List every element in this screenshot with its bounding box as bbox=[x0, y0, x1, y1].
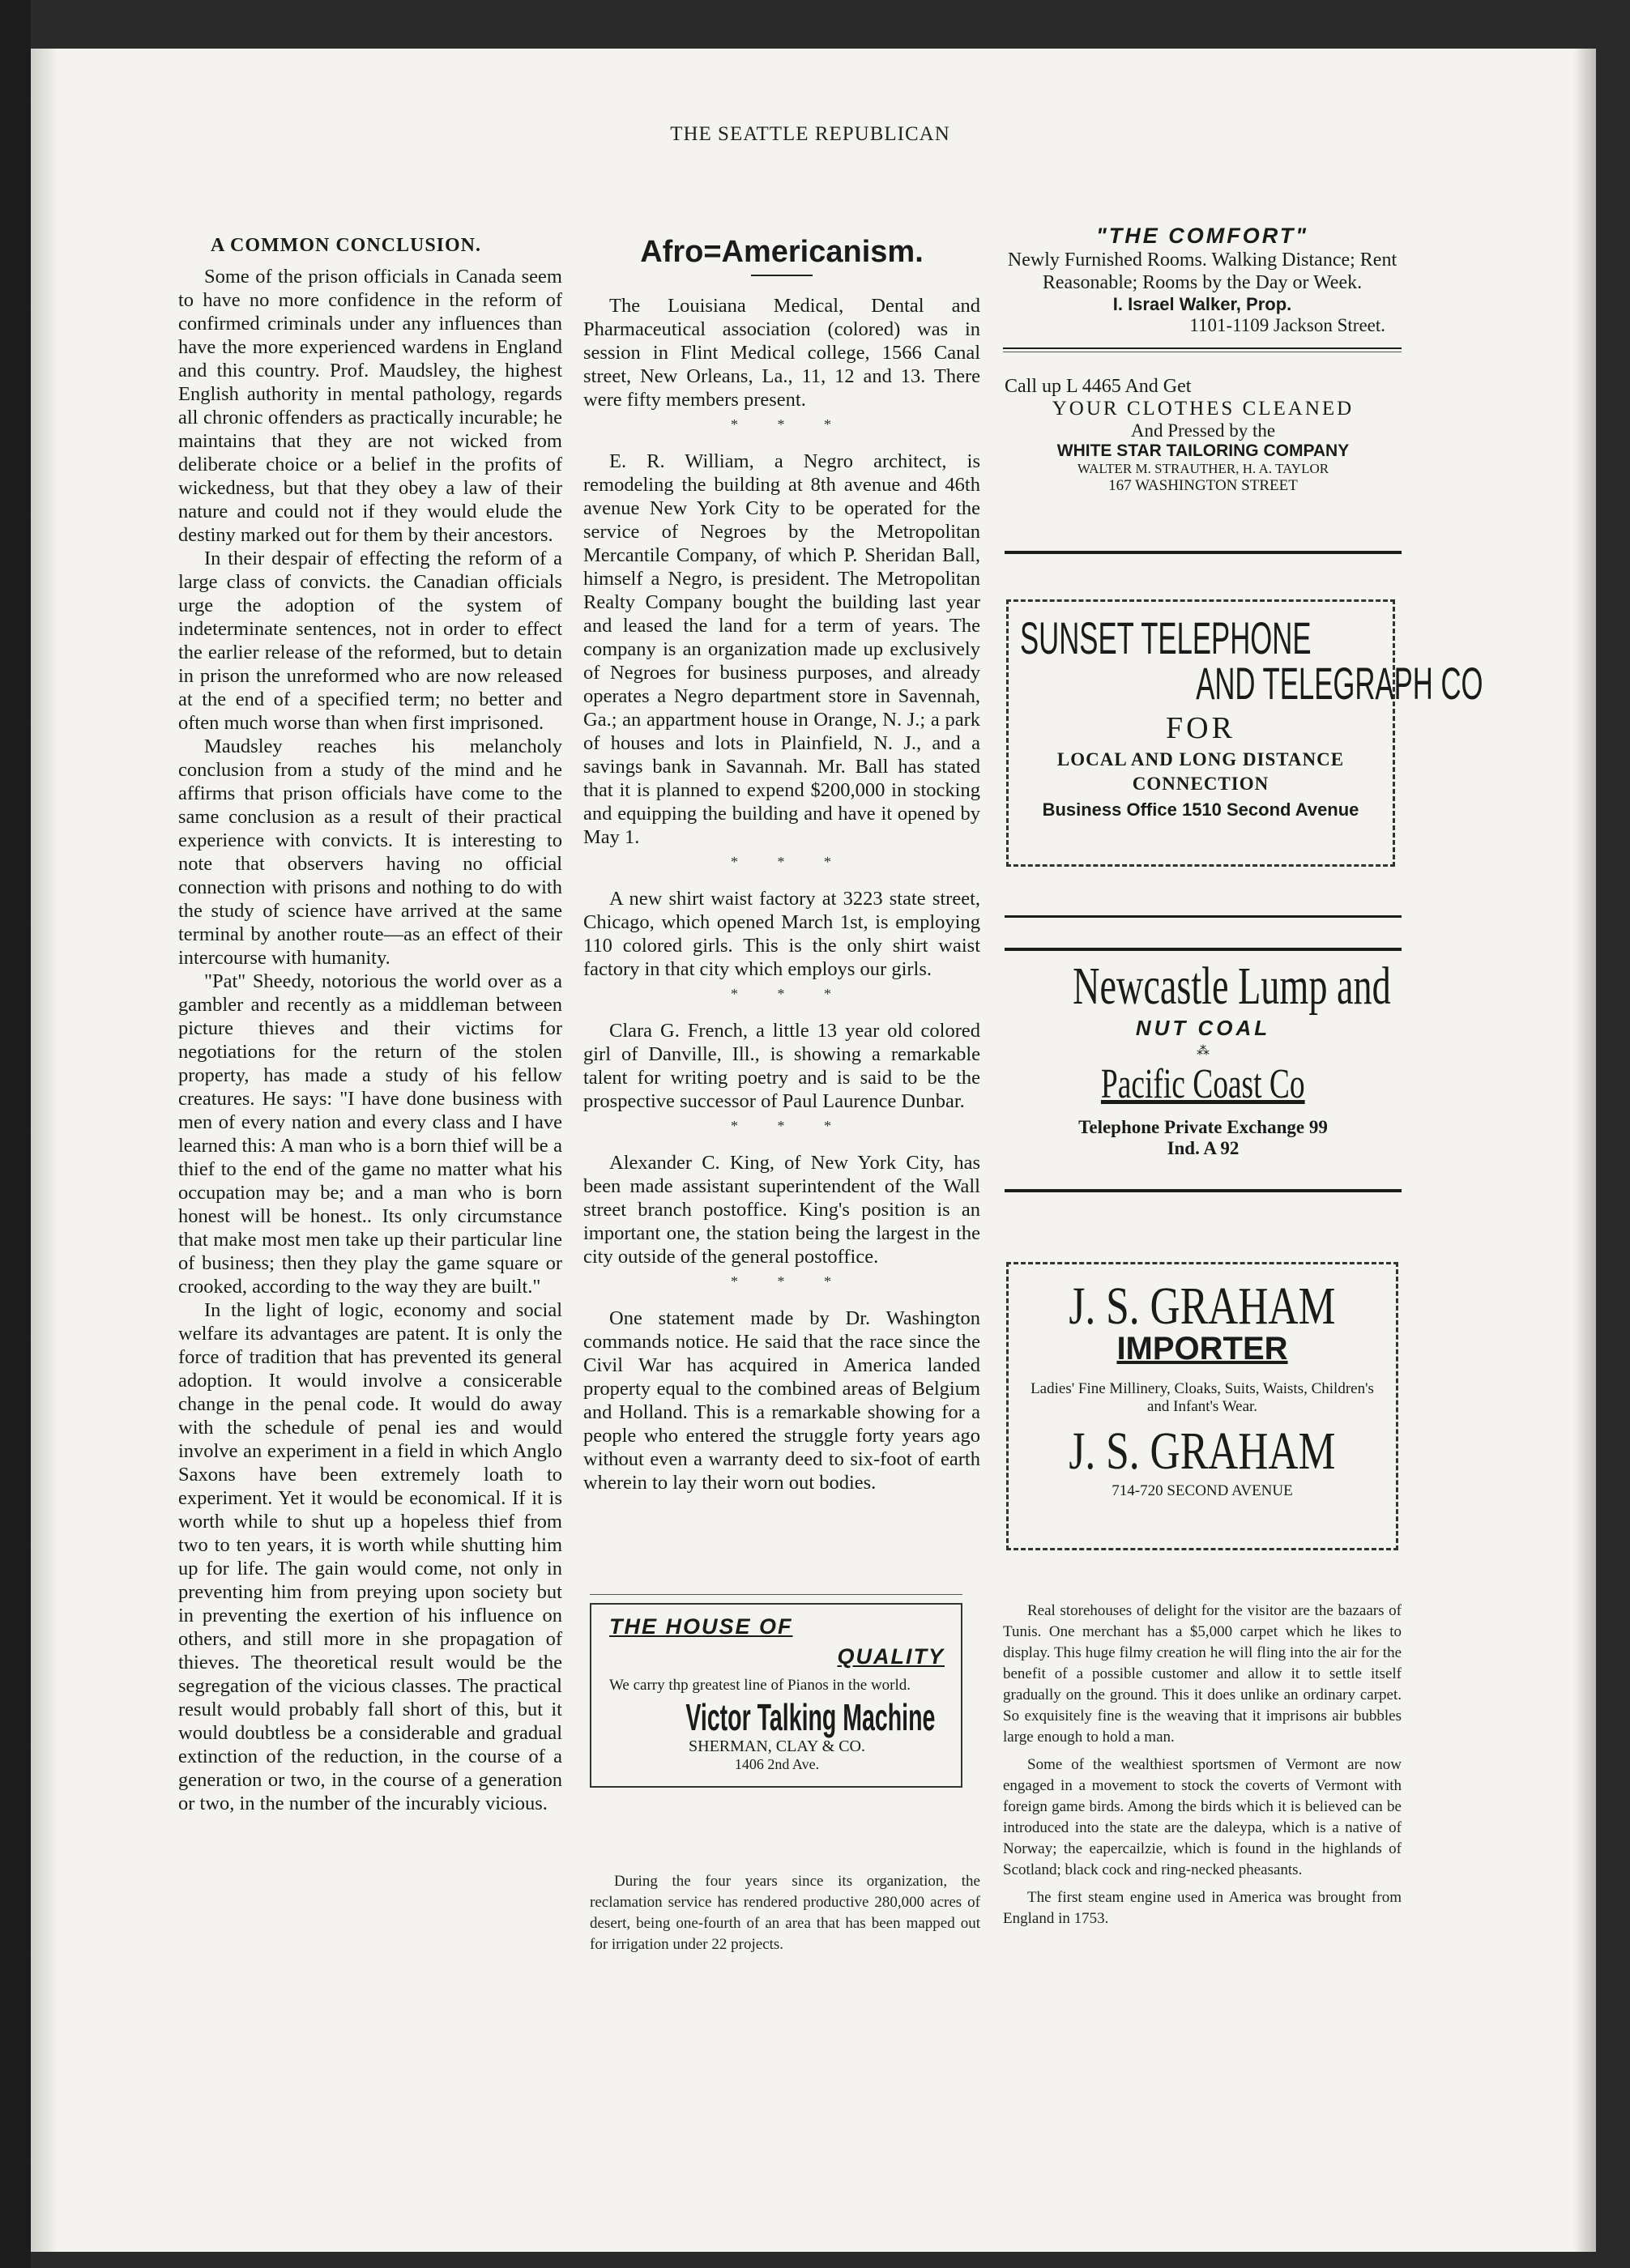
filler-text: During the four years since its organization, the reclamation service has rendered productive 280,000 acres of desert, being one-fourth of an area that has been mapped out for irrigation under 22 projects. bbox=[590, 1873, 980, 1953]
divider-rule bbox=[1005, 1189, 1402, 1192]
column-left bbox=[178, 235, 562, 1815]
graham-address: 714-720 SECOND AVENUE bbox=[1112, 1482, 1293, 1499]
tailor-line2: YOUR CLOTHES CLEANED bbox=[1052, 398, 1355, 420]
ad-js-graham bbox=[1006, 1262, 1398, 1550]
column-middle bbox=[583, 235, 980, 1494]
tailor-address: 167 WASHINGTON STREET bbox=[1108, 477, 1298, 494]
divider-rule bbox=[1005, 948, 1402, 951]
news-item: A new shirt waist factory at 3223 state street, Chicago, which opened March 1st, is employing 110 colored girls. This is the only shirt waist factory in that city which employs our girls. bbox=[583, 888, 980, 980]
filler-reclamation bbox=[590, 1871, 980, 1955]
separator-stars: * * * bbox=[731, 1273, 849, 1290]
filler-text: Some of the wealthiest sportsmen of Vermont are now engaged in a movement to stock the coverts of Vermont with foreign game birds. Among the birds which it is believed can be introduced into the state are the daleypa, which is a native of Norway; the eapercailzie, which is found in the highlands of Scotland; black cock and ring-necked pheasants. bbox=[1003, 1756, 1402, 1878]
graham-role: IMPORTER bbox=[1116, 1331, 1288, 1366]
coal-line5: Ind. A 92 bbox=[1167, 1138, 1240, 1158]
news-item: Alexander C. King, of New York City, has been made assistant superintendent of the Wall street branch postoffice. King's position is an important one, the station being the largest in the city outside of the general postoffice. bbox=[583, 1152, 980, 1268]
ad-product-text: Victor Talking Machine bbox=[685, 1696, 936, 1738]
ad-text: We carry thp greatest line of Pianos in the world. bbox=[609, 1677, 911, 1694]
divider-rule bbox=[1005, 915, 1402, 918]
graham-name-repeat: J. S. GRAHAM bbox=[1069, 1422, 1336, 1481]
coal-line4: Telephone Private Exchange 99 bbox=[1078, 1117, 1328, 1137]
tailor-name: WHITE STAR TAILORING COMPANY bbox=[1056, 441, 1350, 460]
article-paragraph: In the light of logic, economy and social welfare its advantages are patent. It is only the force of tradition that has prevented its general adoption. It would involve a consicerable change in the penal code. It would do away with the schedule of penal ies and would involve an experiment in a field in which Anglo Saxons have been extremely loath to experiment. Yet it would be economical. If it is worth while to shut up a hopeless thief from two to ten years, it is worth while shutting him up for life. The gain would come, not only in preventing him from preying upon society but in preventing the exertion of his influence on others, and still more in she propagation of thieves. The theoretical result would be the segregation of the vicious classes. The practical result would probably fall short of this, but it would doubtless be a considerable and gradual extinction of the reduction, in the course of a generation or two, in the course of a generation or two, in the number of the incurably vicious. bbox=[178, 1299, 562, 1814]
news-item: Clara G. French, a little 13 year old colored girl of Danville, Ill., is showing a remarkable talent for writing poetry and is said to be the prospective successor of Paul Laurence Dunbar. bbox=[583, 1020, 980, 1112]
ad-company: SHERMAN, CLAY & CO. bbox=[689, 1737, 865, 1755]
tailor-owners: WALTER M. STRAUTHER, H. A. TAYLOR bbox=[1077, 461, 1329, 476]
article-title-common-conclusion: A COMMON CONCLUSION. bbox=[211, 235, 482, 256]
ornament-icon: ⁂ bbox=[1197, 1044, 1210, 1058]
article-paragraph: "Pat" Sheedy, notorious the world over as a gambler and recently as a middleman between picture thieves and their victims for negotiations for the return of the stolen property, has made a study of his fellow creatures. He says: "I have done business with men of every nation and every class and I have learned this: A man who is a born thief will be a thief to the end of the game no matter what his occupation may be; and a man who is born honest will be honest.. Its only circumstance that make most men take up their particular line of business; then they play the game square or crooked, according to the way they are built." bbox=[178, 970, 562, 1298]
ad-white-star-tailoring bbox=[1005, 376, 1402, 495]
page-edge-shadow bbox=[1573, 49, 1596, 2252]
news-item: The Louisiana Medical, Dental and Pharmaceutical association (colored) was in session in Flint Medical college, 1566 Canal street, New Orleans, La., 11, 12 and 13. There were fifty members present. bbox=[583, 295, 980, 411]
telephone-line1 bbox=[1020, 612, 1381, 663]
telephone-line1-text: SUNSET TELEPHONE bbox=[1020, 612, 1312, 663]
graham-name-wrap bbox=[1023, 1276, 1381, 1336]
filler-text: The first steam engine used in America was brought from England in 1753. bbox=[1003, 1889, 1402, 1927]
article-paragraph: Some of the prison officials in Canada seem to have no more confidence in the reform of confirmed criminals under any influences than have the more experienced wardens in England and this country. Prof. Maudsley, the highest English authority in mental pathology, regards all chronic offenders as practically incurable; he maintains that they are not wicked from deliberate choice or a belief in the profits of wickedness, but that they obey a law of their nature and could not if they would elude the destiny marked out for them by their ancestors. bbox=[178, 266, 562, 546]
coal-line2: NUT COAL bbox=[1135, 1016, 1271, 1040]
comfort-text: Newly Furnished Rooms. Walking Distance; Rent Reasonable; Rooms by the Day or Week. bbox=[1007, 249, 1397, 293]
telephone-line6: Business Office 1510 Second Avenue bbox=[1042, 799, 1359, 820]
article-paragraph: In their despair of effecting the reform of a large class of convicts. the Canadian officials urge the adoption of the system of indeterminate sentences, not in order to effect the earlier release of the reformed, but to detain in prison the unreformed who are now released at the end of a specified term; no better and often much worse than when first imprisoned. bbox=[178, 548, 562, 734]
graham-text: Ladies' Fine Millinery, Cloaks, Suits, Waists, Children's and Infant's Wear. bbox=[1030, 1380, 1374, 1415]
ad-product bbox=[609, 1695, 945, 1738]
ad-sunset-telephone bbox=[1006, 599, 1483, 867]
comfort-address: 1101-1109 Jackson Street. bbox=[1189, 315, 1385, 335]
divider-rule bbox=[1005, 551, 1402, 554]
telephone-line2-text: AND TELEGRAPH CO bbox=[1196, 658, 1483, 709]
graham-name-repeat-wrap bbox=[1023, 1421, 1381, 1481]
ad-top-rule bbox=[590, 1594, 962, 1595]
telephone-for: FOR bbox=[1166, 711, 1235, 745]
coal-line1-wrap bbox=[1005, 956, 1402, 1016]
article-paragraph: Maudsley reaches his melancholy conclusion from a study of the mind and he affirms that prison officials have come to the same conclusion as a result of their practical experience with convicts. It is interesting to note that observers having no official connection with prisons and nothing to do with the study of science have arrived at the same terminal by another route—as an effect of their intercourse with humanity. bbox=[178, 735, 562, 969]
divider-rule bbox=[1003, 347, 1402, 349]
ad-house-of-quality bbox=[590, 1594, 962, 1788]
gutter-shadow bbox=[31, 49, 58, 2252]
article-title-afro-americanism: Afro=Americanism. bbox=[640, 235, 924, 269]
ad-box bbox=[590, 1603, 962, 1788]
ad-line-quality: QUALITY bbox=[837, 1644, 945, 1669]
tailor-line1: Call up L 4465 And Get bbox=[1005, 376, 1192, 397]
separator-stars: * * * bbox=[731, 1118, 849, 1134]
ad-the-comfort bbox=[1003, 224, 1402, 352]
tailor-line3: And Pressed by the bbox=[1130, 420, 1276, 441]
ad-line-house: THE HOUSE OF bbox=[609, 1614, 793, 1639]
separator-stars: * * * bbox=[731, 416, 849, 433]
fillers-right bbox=[1003, 1601, 1402, 1929]
filler-text: Real storehouses of delight for the visitor are the bazaars of Tunis. One merchant has a $5,000 carpet which he likes to display. This huge filmy creation he will fling into the air for the benefit of a possible customer and allow it to settle itself gradually on the ground. This it does unlike an ordinary carpet. So exquisitely fine is the weaving that it imprisons air bubbles large enough to hold a man. bbox=[1003, 1602, 1402, 1746]
ad-address: 1406 2nd Ave. bbox=[734, 1756, 820, 1772]
telephone-line4: LOCAL AND LONG DISTANCE bbox=[1056, 749, 1345, 770]
title-rule bbox=[751, 275, 813, 276]
coal-line1: Newcastle Lump and bbox=[1073, 957, 1391, 1016]
ad-pacific-coast-coal bbox=[1005, 956, 1402, 1159]
separator-stars: * * * bbox=[731, 986, 849, 1002]
comfort-title: "THE COMFORT" bbox=[1095, 224, 1309, 248]
newspaper-header: THE SEATTLE REPUBLICAN bbox=[670, 123, 950, 145]
telephone-line5: CONNECTION bbox=[1132, 774, 1269, 794]
graham-name: J. S. GRAHAM bbox=[1069, 1277, 1336, 1336]
book-spine bbox=[0, 0, 31, 2268]
news-item: One statement made by Dr. Washington commands notice. He said that the race since the Civil War has acquired in America landed property equal to the combined areas of Belgium and Holland. This is a remarkable showing for a people who entered the struggle forty years ago without even a warranty deed to six-foot of earth wherein to lay their worn out bodies. bbox=[583, 1307, 980, 1494]
coal-line3-wrap bbox=[1005, 1060, 1402, 1106]
coal-line3: Pacific Coast Co bbox=[1101, 1061, 1305, 1107]
news-item: E. R. William, a Negro architect, is remodeling the building at 8th avenue and 46th avenue New York City to be operated for the service of Negroes by the Metropolitan Mercantile Company, of which P. Sheridan Ball, himself a Negro, is president. The Metropolitan Realty Company bought the building last year and leased the land for a term of years. The company is an organization made up exclusively of Negroes for business purposes, and already operates a Negro department store in Savennah, Ga.; an appartment house in Orange, N. J.; a park of houses and lots in Plainfield, N. J., and a savings bank in Savannah. Mr. Ball has stated that it is planned to expend $200,000 in stocking and equipping the building and have it opened by May 1. bbox=[583, 450, 980, 848]
comfort-prop: I. Israel Walker, Prop. bbox=[1112, 294, 1292, 314]
separator-stars: * * * bbox=[731, 854, 849, 870]
